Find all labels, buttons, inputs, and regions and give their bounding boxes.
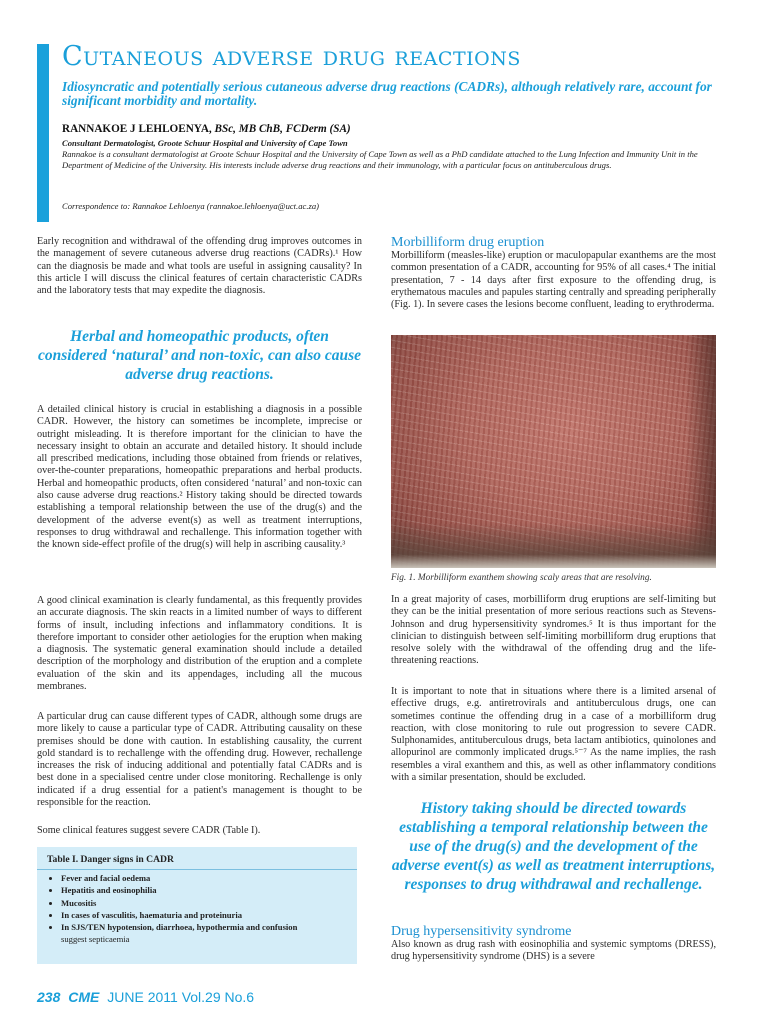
pull-quote-right: History taking should be directed towards establishing a temporal relationship between the use of the drug(s) and the development of the adverse event(s) as well as treatment interruptions, responses to drug withdrawal and rechallenge. bbox=[391, 800, 716, 893]
danger-signs-list bbox=[37, 872, 357, 946]
intro-paragraph: Early recognition and withdrawal of the offending drug improves outcomes in the management of severe cutaneous adverse drug reactions (CADRs).¹ How can the diagnosis be made and what tools are useful in assigning causality? In this article I will discuss the clinical features of certain characteristic CADRs and the laboratory tests that may expedite the diagnosis. bbox=[37, 236, 362, 297]
article-title: Cutaneous adverse drug reactions bbox=[62, 41, 521, 72]
journal-name: CME bbox=[68, 989, 100, 1005]
causality-paragraph: A particular drug can cause different types of CADR, although some drugs are more likely to cause a particular type of CADR. Attributing causality on these premises should be done with caution. In establishing causality, the current gold standard is to rechallenge with the offending drug. However, rechallenge increases the risk of inducing additional and potentially fatal CADRs and is best done in a specialised centre under close monitoring. Rechallenge is only indicated if a drug essential for a patient's management is thought to be responsible for the reaction. bbox=[37, 711, 362, 809]
dhs-paragraph: Also known as drug rash with eosinophilia and systemic symptoms (DRESS), drug hypersensitivity syndrome (DHS) is a severe bbox=[391, 939, 716, 963]
table-title: Table I. Danger signs in CADR bbox=[37, 847, 357, 870]
list-item bbox=[61, 921, 357, 946]
list-item: • Hepatitis and eosinophilia bbox=[61, 884, 357, 896]
section-heading-morbilliform: Morbilliform drug eruption bbox=[391, 235, 545, 250]
figure-caption: Fig. 1. Morbilliform exanthem showing scaly areas that are resolving. bbox=[391, 573, 652, 583]
photo-shading bbox=[391, 523, 716, 568]
list-item-text: In SJS/TEN hypotension, diarrhoea, hypothermia and confusion bbox=[61, 922, 298, 933]
pull-quote-left: Herbal and homeopathic products, often considered ‘natural’ and non-toxic, can also cause adverse drug reactions. bbox=[37, 328, 362, 383]
author-bio: Rannakoe is a consultant dermatologist at Groote Schuur Hospital and the University of Cape Town as well as a PhD candidate attached to the Lung Infection and Immunity Unit in the Department of Medicine of the University. His interests include adverse drug reactions and their immunology, with a particular focus on antituberculous drugs. bbox=[62, 149, 698, 171]
issue-info: JUNE 2011 Vol.29 No.6 bbox=[107, 989, 255, 1005]
severe-features-paragraph: Some clinical features suggest severe CADR (Table I). bbox=[37, 825, 261, 836]
page-footer bbox=[37, 988, 254, 1006]
list-item: • Mucositis bbox=[61, 897, 357, 909]
author-affiliation: Consultant Dermatologist, Groote Schuur Hospital and University of Cape Town bbox=[62, 138, 348, 148]
header-accent-bar bbox=[37, 44, 49, 222]
list-item: • In cases of vasculitis, haematuria and proteinuria bbox=[61, 909, 357, 921]
author-credentials: BSc, MB ChB, FCDerm (SA) bbox=[214, 123, 351, 135]
limited-arsenal-paragraph: It is important to note that in situations where there is a limited arsenal of effective drugs, e.g. antiretrovirals and antituberculous drugs, one can sometimes continue the offending drug in a case of a morbilliform drug reaction, with close monitoring to rule out progression to severe CADR. Sulphonamides, antituberculous drugs, beta lactam antibiotics, quinolones and allopurinol are commonly implicated drugs.⁵⁻⁷ As the name implies, the rash resembles a viral exanthem and this, as well as other inflammatory conditions with a similar presentation, should be excluded. bbox=[391, 686, 716, 784]
page-number: 238 bbox=[37, 989, 61, 1005]
examination-paragraph: A good clinical examination is clearly fundamental, as this frequently provides an accurate diagnosis. The skin reacts in a limited number of ways to different forms of insult, including infections and inflammatory conditions. It is therefore important to consider other aetiologies for the eruption when making a diagnosis. The systematic general examination should include a detailed description of the morphology and distribution of the eruption and a complete evaluation of the skin and its appendages, including all the mucous membranes. bbox=[37, 595, 362, 693]
correspondence: Correspondence to: Rannakoe Lehloenya (rannakoe.lehloenya@uct.ac.za) bbox=[62, 201, 319, 211]
history-paragraph: A detailed clinical history is crucial in establishing a diagnosis in a possible CADR. However, the history can sometimes be incomplete, imprecise or outright misleading. It is therefore important for the clinician to have the necessary insight to obtain an accurate and detailed history. It should include all prescribed medications, including those obtained from friends or relatives, over-the-counter preparations, homeopathic preparations and herbal products. Herbal and homeopathic products, often considered ‘natural’ and non-toxic can also cause adverse drug reactions.² History taking should be directed towards establishing a temporal relationship between the use of the drug(s) and the development of the adverse event(s) as well as treatment interruptions, responses to drug withdrawal and rechallenge. This information together with the known side-effect profile of the drug(s) will help in ascribing causality.³ bbox=[37, 404, 362, 551]
author-name: RANNAKOE J LEHLOENYA, bbox=[62, 123, 212, 135]
danger-signs-table bbox=[37, 847, 357, 964]
article-subtitle: Idiosyncratic and potentially serious cutaneous adverse drug reactions (CADRs), although relatively rare, account for significant morbidity and mortality. bbox=[62, 79, 712, 108]
list-item-suffix: suggest septicaemia bbox=[61, 934, 130, 945]
morbilliform-paragraph: Morbilliform (measles-like) eruption or maculopapular exanthems are the most common presentation of a CADR, accounting for 95% of all cases.⁴ The initial presentation, 7 - 14 days after first exposure to the offending drug, is erythematous macules and papules starting centrally and spreading peripherally (Fig. 1). In severe cases the lesions become confluent, leading to erythroderma. bbox=[391, 250, 716, 311]
self-limiting-paragraph: In a great majority of cases, morbilliform drug eruptions are self-limiting but they can be the initial presentation of more serious reactions such as Stevens-Johnson and drug hypersensitivity syndromes.⁵ It is thus important for the clinician to distinguish between self-limiting morbilliform drug eruptions that resolve solely with the withdrawal of the offending drug and the life-threatening reactions. bbox=[391, 594, 716, 667]
section-heading-dhs: Drug hypersensitivity syndrome bbox=[391, 924, 572, 939]
author-line bbox=[62, 122, 351, 136]
morbilliform-exanthem-photo bbox=[391, 335, 716, 568]
list-item: • Fever and facial oedema bbox=[61, 872, 357, 884]
